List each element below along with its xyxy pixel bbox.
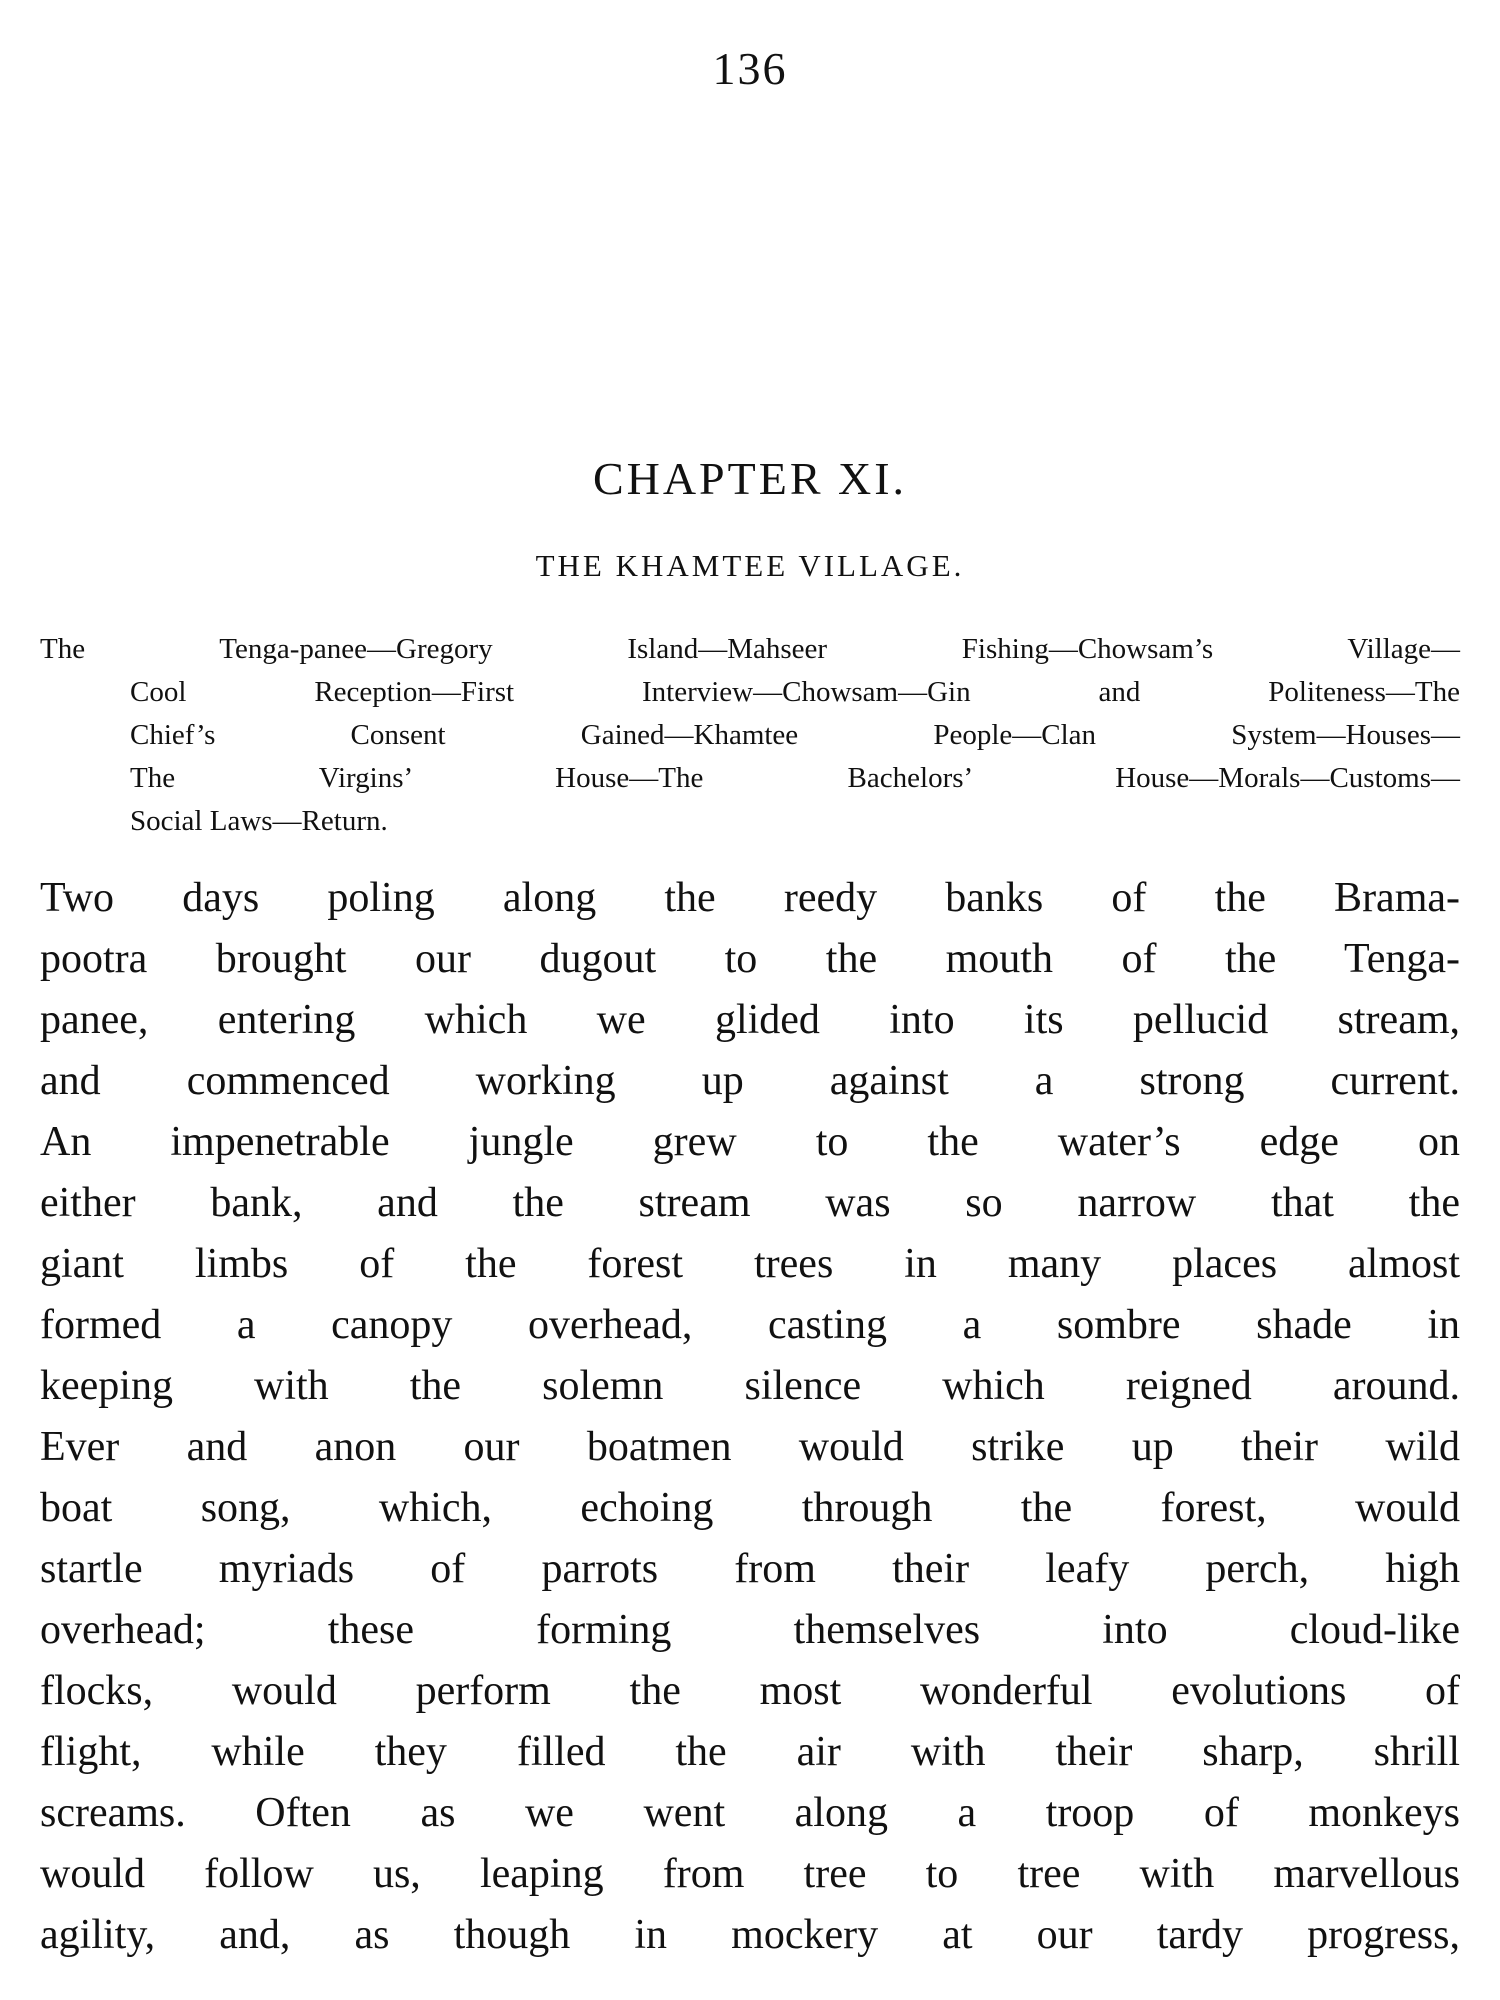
chapter-heading: CHAPTER XI.	[592, 453, 908, 504]
synopsis-line: The Tenga-panee—Gregory Island—Mahseer Fishing—Chowsam’s Village—	[40, 633, 1460, 665]
body-line: boat song, which, echoing through the forest, would	[40, 1485, 1460, 1531]
body-line: keeping with the solemn silence which reigned around.	[40, 1363, 1460, 1409]
body-line: and commenced working up against a strong current.	[40, 1058, 1460, 1104]
synopsis-line: Social Laws—Return.	[130, 805, 388, 837]
body-line: giant limbs of the forest trees in many places almost	[40, 1241, 1460, 1287]
body-paragraph	[40, 868, 1460, 1966]
body-line: either bank, and the stream was so narrow that the	[40, 1180, 1460, 1226]
chapter-synopsis	[40, 628, 1460, 843]
body-line: startle myriads of parrots from their leafy perch, high	[40, 1546, 1460, 1592]
body-line: panee, entering which we glided into its pellucid stream,	[40, 997, 1460, 1043]
body-line: overhead; these forming themselves into cloud-like	[40, 1607, 1460, 1653]
body-line: Ever and anon our boatmen would strike up their wild	[40, 1424, 1460, 1470]
chapter-title: THE KHAMTEE VILLAGE.	[535, 548, 965, 583]
body-line: flight, while they filled the air with their sharp, shrill	[40, 1729, 1460, 1775]
body-line: formed a canopy overhead, casting a sombre shade in	[40, 1302, 1460, 1348]
body-line: would follow us, leaping from tree to tree with marvellous	[40, 1851, 1460, 1897]
page-number: 136	[712, 43, 788, 94]
body-line: agility, and, as though in mockery at our tardy progress,	[40, 1912, 1460, 1958]
synopsis-line: The Virgins’ House—The Bachelors’ House—Morals—Customs—	[130, 762, 1460, 794]
body-line: flocks, would perform the most wonderful evolutions of	[40, 1668, 1460, 1714]
synopsis-line: Chief’s Consent Gained—Khamtee People—Clan System—Houses—	[130, 719, 1460, 751]
body-line: Two days poling along the reedy banks of the Brama-	[40, 875, 1460, 921]
body-line: pootra brought our dugout to the mouth of the Tenga-	[40, 936, 1460, 982]
synopsis-line: Cool Reception—First Interview—Chowsam—Gin and Politeness—The	[130, 676, 1460, 708]
body-line: screams. Often as we went along a troop of monkeys	[40, 1790, 1460, 1836]
body-line: An impenetrable jungle grew to the water’s edge on	[40, 1119, 1460, 1165]
